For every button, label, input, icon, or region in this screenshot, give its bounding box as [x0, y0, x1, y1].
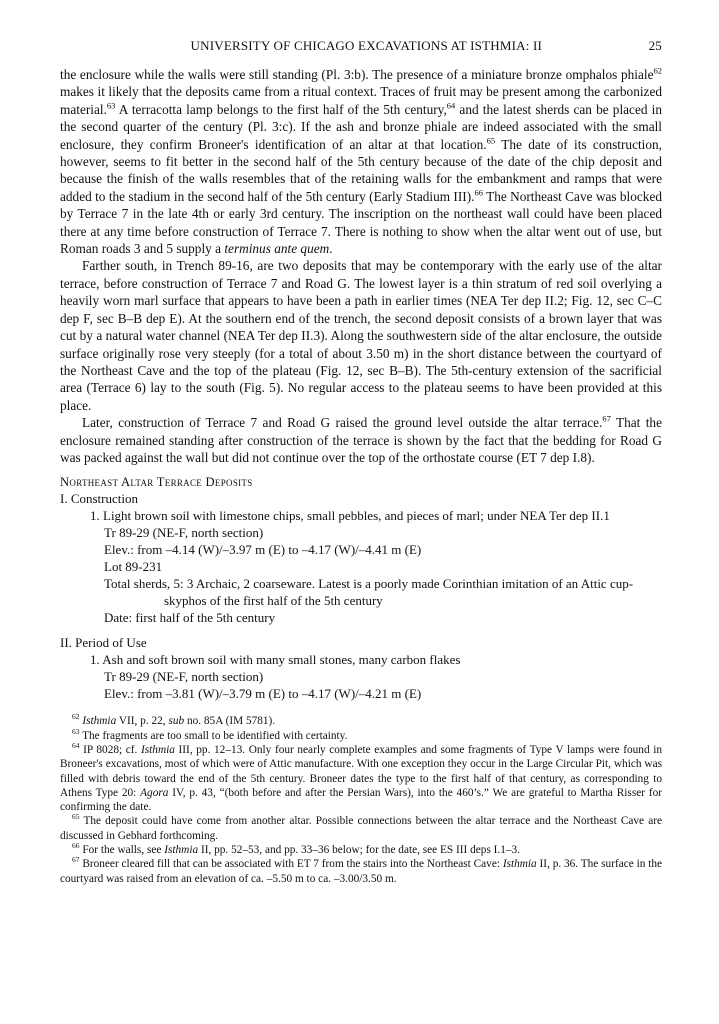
deposit-details [60, 524, 662, 626]
text-run: That the enclosure remained standing after construction of the terrace is shown by the fact that the bedding for Road G was packed against the wall but did not continue over the top of the orthostate course (ET 7 dep I.8). [60, 415, 662, 465]
page [60, 38, 662, 886]
text-run: The Northeast Cave was blocked by Terrace 7 in the late 4th or early 3rd century. The inscription on the northeast wall could have been placed there at any time before construction of Terrace 7. There is nothing to show when the altar went out of use, but Roman roads 3 and 5 supply a [60, 188, 662, 257]
footnote-ref-64[interactable]: 64 [446, 100, 456, 111]
text-run: no. 85A (IM 5781). [184, 715, 276, 728]
deposit-date: Date: first half of the 5th century [104, 610, 276, 626]
italic-term: Isthmia [502, 858, 537, 871]
running-title: UNIVERSITY OF CHICAGO EXCAVATIONS AT ISTHMIA: II [190, 38, 543, 53]
deposit-trench: Tr 89-29 (NE-F, north section) [104, 525, 264, 541]
text-run: Later, construction of Terrace 7 and Road G raised the ground level outside the altar terrace. [82, 415, 603, 431]
footnotes [60, 714, 662, 886]
footnote-number: 62 [72, 712, 80, 722]
italic-term: Isthmia [141, 743, 175, 756]
italic-term: Isthmia [164, 844, 199, 857]
text-run: The date of its construction, however, seems to fit better in the second half of the 5th century because of the date of the chip deposit and because the finish of the walls resembles that of the retaining walls for the embankment and ramps that were added to the stadium in the second half of the 5th century (Early Stadium III). [60, 136, 662, 204]
paragraph-1 [60, 66, 662, 257]
footnote-67 [60, 857, 662, 886]
text-run: the enclosure while the walls were still standing (Pl. 3:b). The presence of a miniature bronze omphalos phiale [60, 67, 654, 82]
deposit-lot: Lot 89-231 [104, 559, 163, 575]
footnote-65 [60, 814, 662, 843]
footnote-ref-65[interactable]: 65 [486, 135, 496, 146]
footnote-number: 65 [72, 812, 80, 822]
text-run: II, p. 36. The surface in the courtyard was raised from an elevation of ca. –5.50 m to ca. –3.00/3.50 m. [60, 858, 662, 885]
deposit-description: 1. Ash and soft brown soil with many small stones, many carbon flakes [90, 652, 461, 668]
deposit-sherds: Total sherds, 5: 3 Archaic, 2 coarseware. Latest is a poorly made Corinthian imitation of an Attic cup-skyphos of the first half of the 5th century [104, 576, 634, 609]
text-run: VII, p. 22, [116, 715, 169, 728]
text-run: . [329, 241, 333, 257]
italic-term: Isthmia [82, 715, 117, 728]
footnote-number: 66 [72, 841, 80, 851]
footnote-ref-66[interactable]: 66 [474, 187, 483, 198]
text-run: III, pp. 12–13. Only four nearly complete examples and some fragments of Type V lamps were found in Broneer's excavations, most of which were of Attic manufacture. With one exception they occur in the Large Circular Pit, which was filled with debris toward the end of the 5th century. Broneer dates the type to the first half of that century, as corresponding to Athens Type 20: [60, 743, 663, 799]
text-run: The fragments are too small to be identified with certainty. [82, 729, 348, 742]
footnote-ref-67[interactable]: 67 [602, 413, 611, 424]
section-title-construction: I. Construction [60, 491, 138, 507]
italic-term: terminus ante quem [224, 241, 330, 257]
text-run: Broneer cleared fill that can be associated with ET 7 from the stairs into the Northeast Cave: [82, 858, 503, 871]
deposit-trench: Tr 89-29 (NE-F, north section) [104, 669, 264, 685]
text-run: IV, p. 43, “(both before and after the Persian Wars), into the 460’s.” We are grateful to Martha Risser for confirming the date. [60, 786, 662, 814]
section-heading: Northeast Altar Terrace Deposits [60, 475, 253, 490]
footnote-ref-62[interactable]: 62 [653, 65, 662, 76]
text-run: A terracotta lamp belongs to the first half of the 5th century, [115, 101, 447, 117]
footnote-number: 63 [72, 726, 80, 736]
footnote-ref-63[interactable]: 63 [106, 100, 116, 111]
deposit-elevation: Elev.: from –4.14 (W)/–3.97 m (E) to –4.17 (W)/–4.41 m (E) [104, 542, 422, 558]
text-run: makes it likely that the deposits came from a ritual context. Traces of fruit may be present among the carbonized material. [60, 84, 662, 117]
italic-term: sub [168, 715, 185, 728]
deposit-entry [60, 507, 662, 626]
section-title-period-of-use: II. Period of Use [60, 635, 147, 651]
footnote-63 [60, 726, 662, 743]
text-run: and the latest sherds can be placed in the second quarter of the century (Pl. 3:c). If the ash and bronze phiale are indeed associated with the small enclosure, they confirm Broneer's identification of an altar at that location. [60, 101, 662, 152]
page-number: 25 [648, 38, 662, 53]
paragraph-2: Farther south, in Trench 89-16, are two deposits that may be contemporary with the early use of the altar terrace, before construction of Terrace 7 and Road G. The lowest layer is a thin stratum of red soil overlying a heavily worn marl surface that appears to have been a path in earlier times (NEA Ter dep II.2; Fig. 12, sec C–C dep F, sec B–B dep E). At the southern end of the trench, the second deposit consists of a brown layer that was cut by a natural water channel (NEA Ter dep II.3). Along the southwestern side of the altar enclosure, the outside surface originally rose very steeply (for a total of about 3.50 m) in the short distance between the courtyard of the Northeast Cave and the top of the plateau (Fig. 12, sec B–B). The 5th-century extension of the sacrificial area (Terrace 6) lay to the south (Fig. 5). No regular access to the plateau seems to have been provided at this place. [60, 258, 662, 413]
running-header [60, 38, 662, 54]
text-run: IP 8028; cf. [83, 743, 141, 756]
deposit-details [60, 668, 662, 702]
paragraph-3 [60, 414, 662, 466]
text-run: The deposit could have come from another altar. Possible connections between the altar terrace and the Northeast Cave are discussed in Gebhard forthcoming. [60, 815, 662, 842]
footnote-number: 64 [72, 741, 80, 751]
deposit-elevation: Elev.: from –3.81 (W)/–3.79 m (E) to –4.17 (W)/–4.21 m (E) [104, 686, 422, 702]
footnote-64 [60, 743, 662, 814]
footnote-66 [60, 843, 662, 857]
deposit-description: 1. Light brown soil with limestone chips, small pebbles, and pieces of marl; under NEA Ter dep II.1 [90, 508, 610, 524]
footnote-number: 67 [72, 855, 80, 865]
footnote-62 [60, 714, 662, 728]
italic-term: Agora [140, 786, 169, 799]
text-run: II, pp. 52–53, and pp. 33–36 below; for the date, see ES III deps I.1–3. [198, 844, 521, 857]
text-run: For the walls, see [82, 844, 165, 857]
deposit-entry [60, 651, 662, 702]
